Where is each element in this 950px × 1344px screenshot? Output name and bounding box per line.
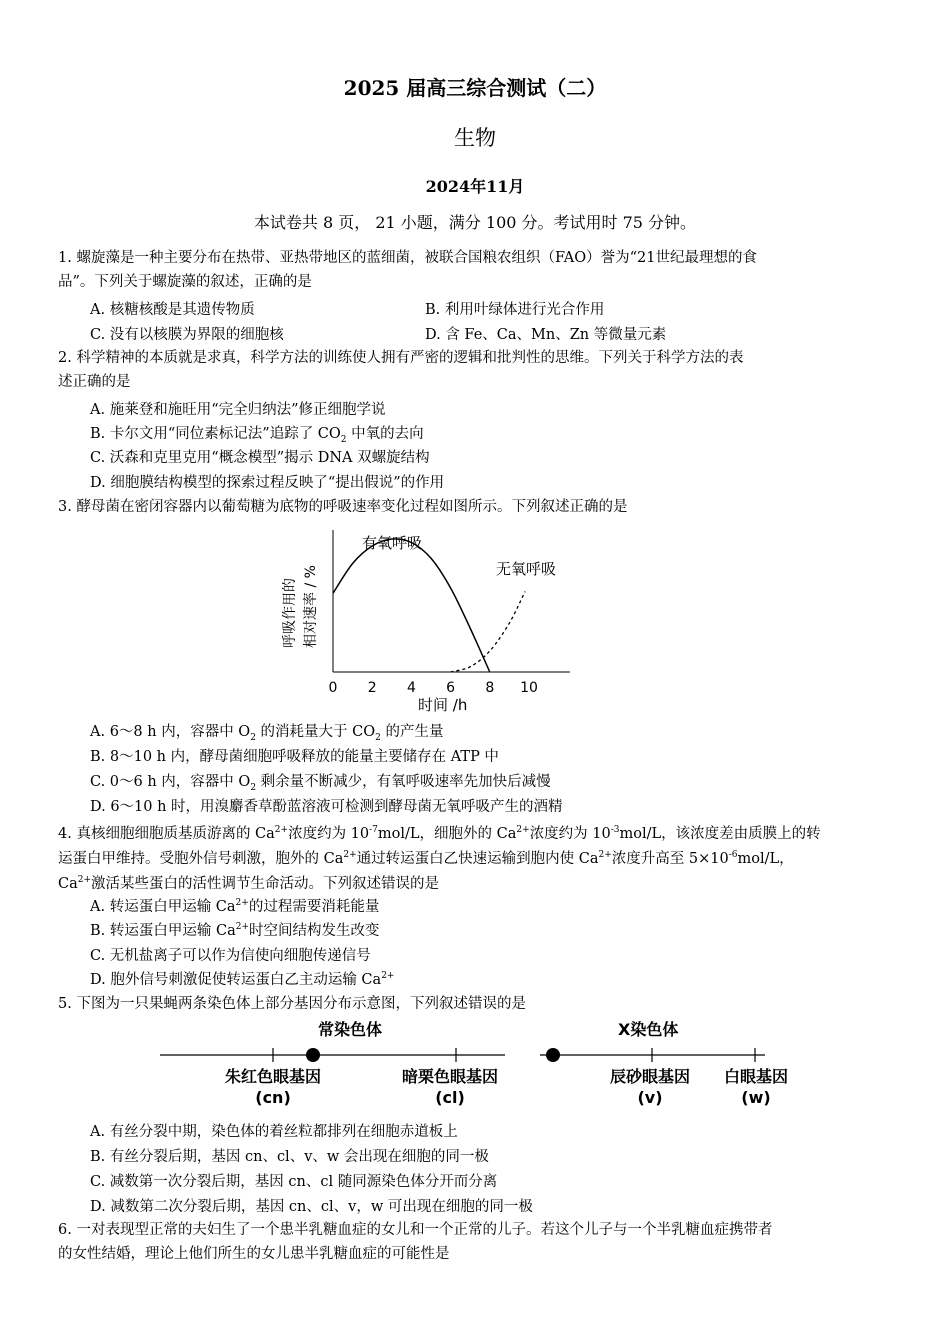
gene-symbol-v: (v) (637, 1088, 663, 1107)
gene-name-w: 白眼基因 (723, 1067, 789, 1086)
gene-name-cn: 朱红色眼基因 (224, 1067, 322, 1086)
q5-option-d: D. 减数第二次分裂后期，基因 cn、cl、v，w 可出现在细胞的同一极 (90, 1199, 533, 1215)
anaerobic-series-label: 无氧呼吸 (496, 560, 557, 578)
x-centromere (546, 1048, 560, 1062)
x-chromosome-label: X染色体 (618, 1020, 679, 1039)
q4-option-a: A. 转运蛋白甲运输 $Ca^{2+}$的过程需要消耗能量 (90, 898, 380, 915)
q2-stem-line2: 述正确的是 (58, 374, 131, 390)
q1-option-a: A. 核糖核酸是其遗传物质 (90, 302, 255, 318)
q3-option-c: C. 0～6 h 内，容器中 $O_2$ 剩余量不断减少，有氧呼吸速率先加快后减慢 (90, 774, 551, 793)
y-axis-label-line2: 相对速率 / % (303, 565, 319, 648)
q3-stem: 3. 酵母菌在密闭容器内以葡萄糖为底物的呼吸速率变化过程如图所示。下列叙述正确的是 (58, 499, 628, 515)
exam-date: 2024年11月 (425, 177, 525, 196)
x-tick-label: 0 (328, 680, 338, 696)
q2-option-d: D. 细胞膜结构模型的探索过程反映了“提出假说”的作用 (90, 475, 445, 491)
q3-option-d: D. 6～10 h 时，用溴麝香草酚蓝溶液可检测到酵母菌无氧呼吸产生的酒精 (90, 799, 563, 815)
q2-option-b: B. 卡尔文用“同位素标记法”追踪了 $CO_2$ 中氧的去向 (90, 426, 424, 445)
q6-stem-line2: 的女性结婚，理论上他们所生的女儿患半乳糖血症的可能性是 (58, 1246, 450, 1262)
y-axis-label-line1: 呼吸作用的 (282, 578, 298, 648)
exam-title: 2025 届高三综合测试（二） (343, 76, 607, 100)
q4-option-c: C. 无机盐离子可以作为信使向细胞传递信号 (90, 948, 371, 964)
q4-stem-line1: 4. 真核细胞细胞质基质游离的 $Ca^{2+}$浓度约为 $10^{-7}mol/L$，细胞外的 $Ca^{2+}$浓度约为 $10^{-3}mol/L$，该浓度差由质膜上的转 (58, 825, 821, 842)
q5-option-c: C. 减数第一次分裂后期，基因 cn、cl 随同源染色体分开而分离 (90, 1174, 498, 1190)
q1-option-b: B. 利用叶绿体进行光合作用 (425, 302, 605, 318)
q4-option-d: D. 胞外信号刺激促使转运蛋白乙主动运输 $Ca^{2+}$ (90, 971, 395, 988)
q3-option-b: B. 8～10 h 内，酵母菌细胞呼吸释放的能量主要储存在 ATP 中 (90, 749, 499, 765)
q1-stem-line1: 1. 螺旋藻是一种主要分布在热带、亚热带地区的蓝细菌，被联合国粮农组织（FAO）誉为“21世纪最理想的食 (58, 250, 757, 266)
gene-name-cl: 暗栗色眼基因 (401, 1067, 499, 1086)
q2-option-c: C. 沃森和克里克用“概念模型”揭示 DNA 双螺旋结构 (90, 450, 430, 466)
autosome-centromere (306, 1048, 320, 1062)
q2-option-a: A. 施莱登和施旺用“完全归纳法”修正细胞学说 (90, 402, 386, 418)
x-tick-label: 8 (485, 680, 495, 696)
q1-stem-line2: 品”。下列关于螺旋藻的叙述，正确的是 (58, 274, 312, 290)
q1-option-d: D. 含 Fe、Ca、Mn、Zn 等微量元素 (425, 327, 667, 343)
gene-symbol-cl: (cl) (435, 1088, 465, 1107)
gene-symbol-w: (w) (741, 1088, 771, 1107)
chromosome-diagram (150, 1015, 810, 1110)
q5-stem: 5. 下图为一只果蝇两条染色体上部分基因分布示意图，下列叙述错误的是 (58, 996, 526, 1012)
q4-option-b: B. 转运蛋白甲运输 $Ca^{2+}$时空间结构发生改变 (90, 922, 380, 939)
aerobic-series-label: 有氧呼吸 (362, 534, 423, 552)
q5-option-b: B. 有丝分裂后期，基因 cn、cl、v、w 会出现在细胞的同一极 (90, 1149, 489, 1165)
x-axis-label: 时间 /h (418, 696, 468, 714)
autosome-label: 常染色体 (318, 1020, 383, 1039)
q3-option-a: A. 6～8 h 内，容器中 $O_2$ 的消耗量大于 $CO_2$ 的产生量 (90, 724, 444, 743)
q4-stem-line3: $Ca^{2+}$激活某些蛋白的活性调节生命活动。下列叙述错误的是 (58, 875, 440, 892)
q1-option-c: C. 没有以核膜为界限的细胞核 (90, 327, 284, 343)
gene-name-v: 辰砂眼基因 (609, 1067, 691, 1086)
x-tick-label: 4 (406, 680, 416, 696)
respiration-chart (270, 520, 590, 720)
x-tick-label: 2 (367, 680, 377, 696)
q6-stem-line1: 6. 一对表现型正常的夫妇生了一个患半乳糖血症的女儿和一个正常的儿子。若这个儿子与一个半乳糖血症携带者 (58, 1222, 773, 1238)
q5-option-a: A. 有丝分裂中期，染色体的着丝粒都排列在细胞赤道板上 (90, 1124, 458, 1140)
exam-info: 本试卷共 8 页， 21 小题，满分 100 分。考试用时 75 分钟。 (253, 213, 697, 232)
aerobic-curve (333, 539, 490, 672)
subject-title: 生物 (454, 126, 496, 150)
anaerobic-curve (451, 592, 525, 673)
gene-symbol-cn: (cn) (255, 1088, 291, 1107)
q4-stem-line2: 运蛋白甲维持。受胞外信号刺激，胞外的 $Ca^{2+}$通过转运蛋白乙快速运输到胞内使 $Ca^{2+}$浓度升高至 $5\times 10^{-6}mol/L$， (58, 850, 794, 867)
q2-stem-line1: 2. 科学精神的本质就是求真，科学方法的训练使人拥有严密的逻辑和批判性的思维。下列关于科学方法的表 (58, 350, 744, 366)
x-tick-label: 6 (446, 680, 456, 696)
x-tick-label: 10 (520, 680, 538, 696)
